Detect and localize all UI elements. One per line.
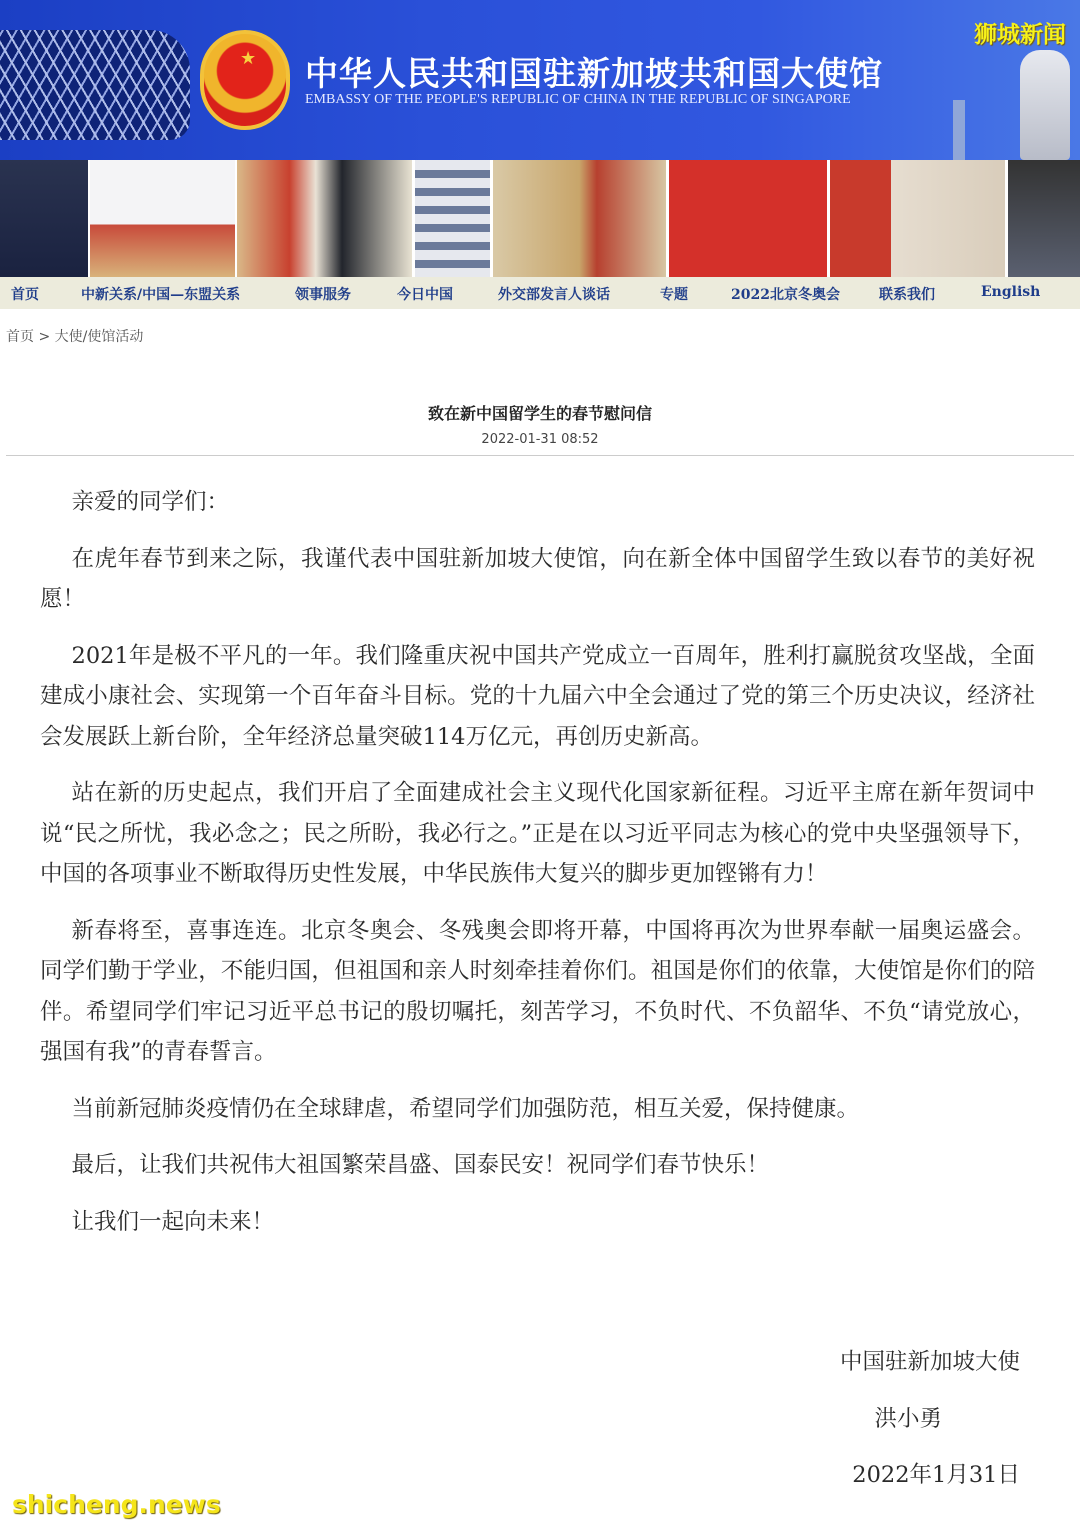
nav-home[interactable]: 首页 — [11, 287, 39, 303]
nav-english[interactable]: English — [981, 284, 1041, 300]
article-date: 2022-01-31 08:52 — [481, 432, 599, 447]
paragraph: 新春将至，喜事连连。北京冬奥会、冬残奥会即将开幕，中国将再次为世界奉献一届奥运盛会。同学们勤于学业，不能归国，但祖国和亲人时刻牵挂着你们。祖国是你们的依靠，大使馆是你们的陪伴。希望同学们牢记习近平总书记的殷切嘱托，刻苦学习，不负时代、不负韶华、不负“请党放心，强国有我”的青春誓言。 — [40, 917, 1035, 1065]
photo[interactable] — [493, 160, 666, 277]
photo[interactable] — [669, 160, 827, 277]
national-emblem: ★ — [200, 30, 290, 130]
nav-spokesperson[interactable]: 外交部发言人谈话 — [498, 287, 610, 303]
paragraph: 在虎年春节到来之际，我谨代表中国驻新加坡大使馆，向在新全体中国留学生致以春节的美好祝愿！ — [40, 545, 1035, 612]
embassy-banner — [0, 0, 1080, 160]
article-body — [40, 482, 1035, 1258]
banner-title-cn: 中华人民共和国驻新加坡共和国大使馆 — [305, 54, 883, 93]
signature-name: 洪小勇 — [874, 1406, 942, 1432]
banner-title-en: EMBASSY OF THE PEOPLE'S REPUBLIC OF CHINA IN THE REPUBLIC OF SINGAPORE — [305, 92, 851, 107]
photo[interactable] — [237, 160, 412, 277]
paragraph: 亲爱的同学们： — [71, 489, 230, 515]
paragraph: 2021年是极不平凡的一年。我们隆重庆祝中国共产党成立一百周年，胜利打赢脱贫攻坚战，全面建成小康社会、实现第一个百年奋斗目标。党的十九届六中全会通过了党的第三个历史决议，经济社会发展跃上新台阶，全年经济总量突破114万亿元，再创历史新高。 — [40, 642, 1035, 750]
birds-nest-stadium-image — [0, 30, 190, 140]
divider — [6, 455, 1074, 456]
photo[interactable] — [1008, 160, 1080, 277]
nav-olympics[interactable]: 2022北京冬奥会 — [731, 287, 840, 303]
merlion-image — [1020, 50, 1070, 160]
skyline-image — [953, 100, 965, 160]
nav-consular[interactable]: 领事服务 — [295, 287, 351, 303]
breadcrumb[interactable]: 首页 > 大使/使馆活动 — [6, 329, 144, 345]
watermark-bottom: shicheng.news — [12, 1490, 221, 1519]
signature-date: 2022年1月31日 — [852, 1462, 1020, 1488]
photo[interactable] — [415, 160, 490, 277]
paragraph: 站在新的历史起点，我们开启了全面建成社会主义现代化国家新征程。习近平主席在新年贺词中说“民之所忧，我必念之；民之所盼，我必行之。”正是在以习近平同志为核心的党中央坚强领导下，中国的各项事业不断取得历史性发展，中华民族伟大复兴的脚步更加铿锵有力！ — [40, 780, 1035, 887]
main-nav — [0, 277, 1080, 309]
nav-topics[interactable]: 专题 — [660, 287, 688, 303]
article-title: 致在新中国留学生的春节慰问信 — [427, 404, 652, 423]
paragraph: 最后，让我们共祝伟大祖国繁荣昌盛、国泰民安！祝同学们春节快乐！ — [71, 1152, 770, 1178]
signature-org: 中国驻新加坡大使 — [839, 1349, 1020, 1375]
watermark-logo: 狮城新闻 — [974, 22, 1066, 48]
photo[interactable] — [0, 160, 88, 277]
photo-strip — [0, 160, 1080, 277]
paragraph: 当前新冠肺炎疫情仍在全球肆虐，希望同学们加强防范，相互关爱，保持健康。 — [71, 1095, 860, 1122]
photo[interactable] — [830, 160, 1005, 277]
photo[interactable] — [90, 160, 235, 277]
nav-relations[interactable]: 中新关系/中国—东盟关系 — [81, 287, 241, 303]
nav-today-china[interactable]: 今日中国 — [397, 287, 453, 303]
paragraph: 让我们一起向未来！ — [71, 1208, 275, 1235]
nav-contact[interactable]: 联系我们 — [879, 287, 935, 303]
